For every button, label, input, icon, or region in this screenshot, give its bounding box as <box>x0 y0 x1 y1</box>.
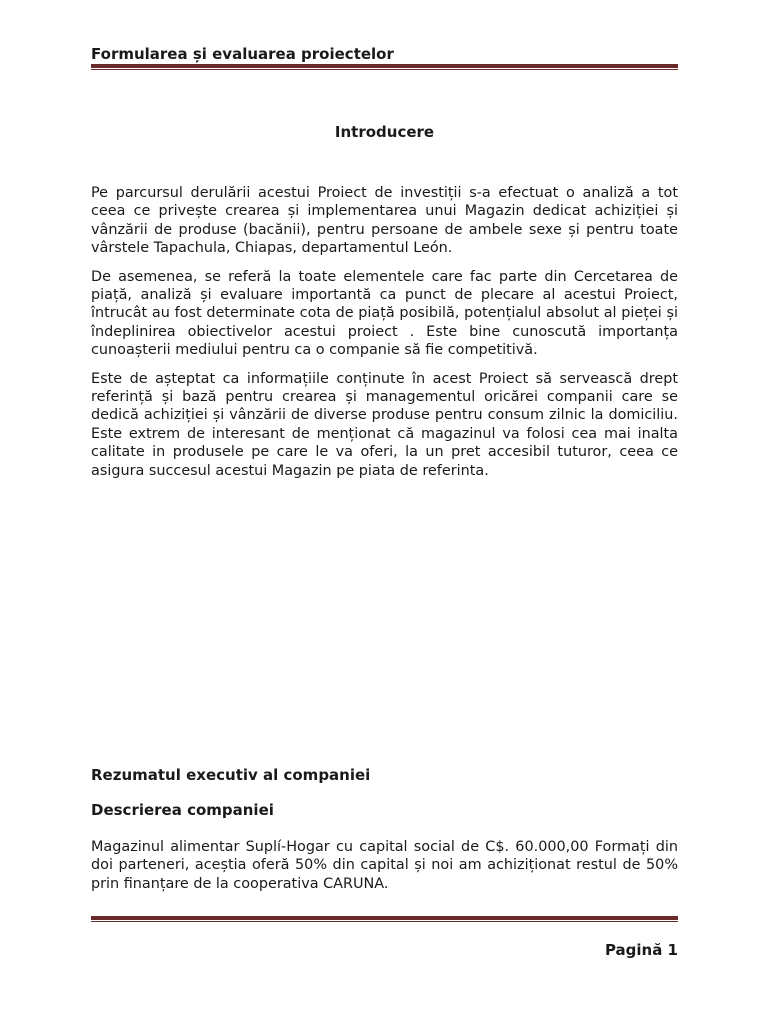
company-body <box>91 838 678 903</box>
intro-body <box>91 184 678 490</box>
section-heading-rezumat: Rezumatul executiv al companiei <box>91 766 371 784</box>
section-title-introducere: Introducere <box>334 123 435 141</box>
footer-rule <box>91 916 678 922</box>
page-number: Pagină 1 <box>604 941 678 959</box>
intro-paragraph-1: Pe parcursul derulării acestui Proiect de investiții s-a efectuat o analiză a tot ceea ce privește crearea și implementarea unui Magazin dedicat achiziției și vânzării de produse (bacănii), pentru persoane de ambele sexe și pentru toate vârstele Tapachula, Chiapas, departamentul León. <box>91 185 678 257</box>
document-header-title: Formularea și evaluarea proiectelor <box>91 45 394 63</box>
section-heading-descriere: Descrierea companiei <box>91 801 274 819</box>
company-paragraph: Magazinul alimentar Suplí-Hogar cu capital social de C$. 60.000,00 Formați din doi parteneri, aceștia oferă 50% din capital și noi am achiziționat restul de 50% prin finanțare de la cooperativa CARUNA. <box>91 839 678 892</box>
intro-paragraph-3: Este de așteptat ca informațiile conținute în acest Proiect să servească drept referință și bază pentru crearea și managementul oricărei companii care se dedică achiziției și vânzării de diverse produse pentru consum zilnic la domiciliu. Este extrem de interesant de menționat că magazinul va folosi cea mai inalta calitate in produsele pe care le va oferi, la un pret accesibil tuturor, ceea ce asigura succesul acestui Magazin pe piata de referinta. <box>91 370 678 479</box>
header-rule <box>91 64 678 70</box>
intro-paragraph-2: De asemenea, se referă la toate elementele care fac parte din Cercetarea de piață, analiză și evaluare importantă ca punct de plecare al acestui Proiect, întrucât au fost determinate cota de piață posibilă, potențialul absolut al pieței și îndeplinirea obiectivelor acestui proiect . Este bine cunoscută importanța cunoașterii mediului pentru ca o companie să fie competitivă. <box>91 268 678 359</box>
